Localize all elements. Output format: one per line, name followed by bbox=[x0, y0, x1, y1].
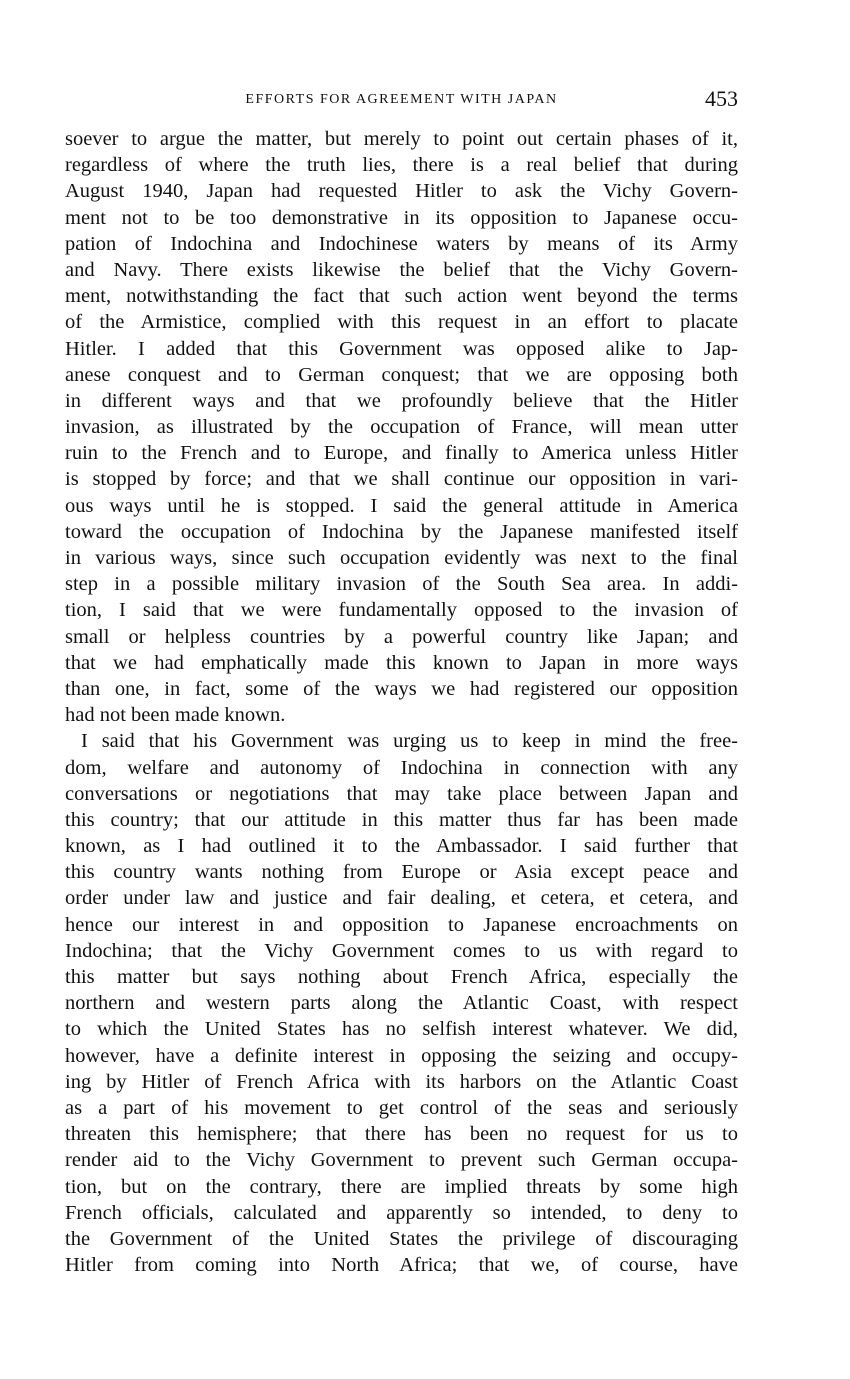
text-line: Indochina; that the Vichy Government comes to us with regard to bbox=[65, 939, 738, 962]
text-line: that we had emphatically made this known to Japan in more ways bbox=[65, 651, 738, 674]
text-line: in various ways, since such occupation evidently was next to the final bbox=[65, 547, 738, 569]
text-line: toward the occupation of Indochina by the Japanese manifested itself bbox=[65, 520, 738, 543]
text-line: Hitler from coming into North Africa; that we, of course, have bbox=[65, 1254, 738, 1277]
paragraph-2 bbox=[65, 728, 738, 1278]
text-line: to which the United States has no selfish interest whatever. We did, bbox=[65, 1018, 738, 1041]
text-line: this matter but says nothing about French Africa, especially the bbox=[65, 966, 738, 988]
text-line: ing by Hitler of French Africa with its harbors on the Atlantic Coast bbox=[65, 1070, 738, 1093]
text-line: I said that his Government was urging us to keep in mind the free- bbox=[81, 730, 738, 753]
text-line: ous ways until he is stopped. I said the general attitude in America bbox=[65, 494, 738, 517]
text-line: step in a possible military invasion of the South Sea area. In addi- bbox=[65, 573, 738, 596]
text-line: as a part of his movement to get control of the seas and seriously bbox=[65, 1096, 738, 1119]
text-line: had not been made known. bbox=[65, 704, 286, 727]
text-line: August 1940, Japan had requested Hitler to ask the Vichy Govern- bbox=[65, 180, 738, 203]
text-line: render aid to the Vichy Government to prevent such German occupa- bbox=[65, 1149, 738, 1172]
text-line: however, have a definite interest in opposing the seizing and occupy- bbox=[65, 1044, 738, 1067]
text-line: of the Armistice, complied with this request in an effort to placate bbox=[65, 311, 738, 334]
page-number: 453 bbox=[705, 86, 738, 111]
text-line: regardless of where the truth lies, there is a real belief that during bbox=[65, 154, 738, 177]
text-line: small or helpless countries by a powerful country like Japan; and bbox=[65, 625, 738, 648]
text-line: pation of Indochina and Indochinese waters by means of its Army bbox=[65, 232, 738, 255]
text-line: dom, welfare and autonomy of Indochina in connection with any bbox=[65, 756, 738, 779]
text-line: threaten this hemisphere; that there has been no request for us to bbox=[65, 1123, 738, 1146]
running-title: EFFORTS FOR AGREEMENT WITH JAPAN bbox=[245, 92, 558, 107]
text-line: is stopped by force; and that we shall continue our opposition in vari- bbox=[65, 468, 738, 491]
text-line: soever to argue the matter, but merely to point out certain phases of it, bbox=[65, 128, 738, 150]
text-line: this country; that our attitude in this matter thus far has been made bbox=[65, 808, 738, 831]
text-line: the Government of the United States the privilege of discouraging bbox=[65, 1227, 738, 1250]
text-line: hence our interest in and opposition to Japanese encroachments on bbox=[65, 913, 738, 936]
text-line: in different ways and that we profoundly believe that the Hitler bbox=[65, 389, 738, 412]
text-line: than one, in fact, some of the ways we had registered our opposition bbox=[65, 677, 738, 700]
paragraph-1 bbox=[65, 126, 738, 728]
text-line: ment not to be too demonstrative in its opposition to Japanese occu- bbox=[65, 206, 738, 229]
text-line: French officials, calculated and apparently so intended, to deny to bbox=[65, 1201, 738, 1224]
text-line: known, as I had outlined it to the Ambassador. I said further that bbox=[65, 835, 738, 858]
text-line: tion, I said that we were fundamentally opposed to the invasion of bbox=[65, 599, 738, 622]
text-line: invasion, as illustrated by the occupation of France, will mean utter bbox=[65, 416, 738, 439]
running-head bbox=[65, 86, 738, 116]
text-line: conversations or negotiations that may take place between Japan and bbox=[65, 782, 738, 805]
text-line: Hitler. I added that this Government was opposed alike to Jap- bbox=[65, 337, 738, 360]
text-line: and Navy. There exists likewise the belief that the Vichy Govern- bbox=[65, 258, 738, 281]
text-line: northern and western parts along the Atlantic Coast, with respect bbox=[65, 992, 738, 1015]
text-line: ment, notwithstanding the fact that such action went beyond the terms bbox=[65, 285, 738, 308]
text-line: order under law and justice and fair dealing, et cetera, et cetera, and bbox=[65, 887, 738, 910]
text-line: ruin to the French and to Europe, and finally to America unless Hitler bbox=[65, 442, 738, 465]
text-line: tion, but on the contrary, there are implied threats by some high bbox=[65, 1175, 738, 1198]
text-line: anese conquest and to German conquest; that we are opposing both bbox=[65, 363, 738, 386]
body-text bbox=[65, 126, 738, 1278]
text-line: this country wants nothing from Europe or Asia except peace and bbox=[65, 861, 738, 884]
